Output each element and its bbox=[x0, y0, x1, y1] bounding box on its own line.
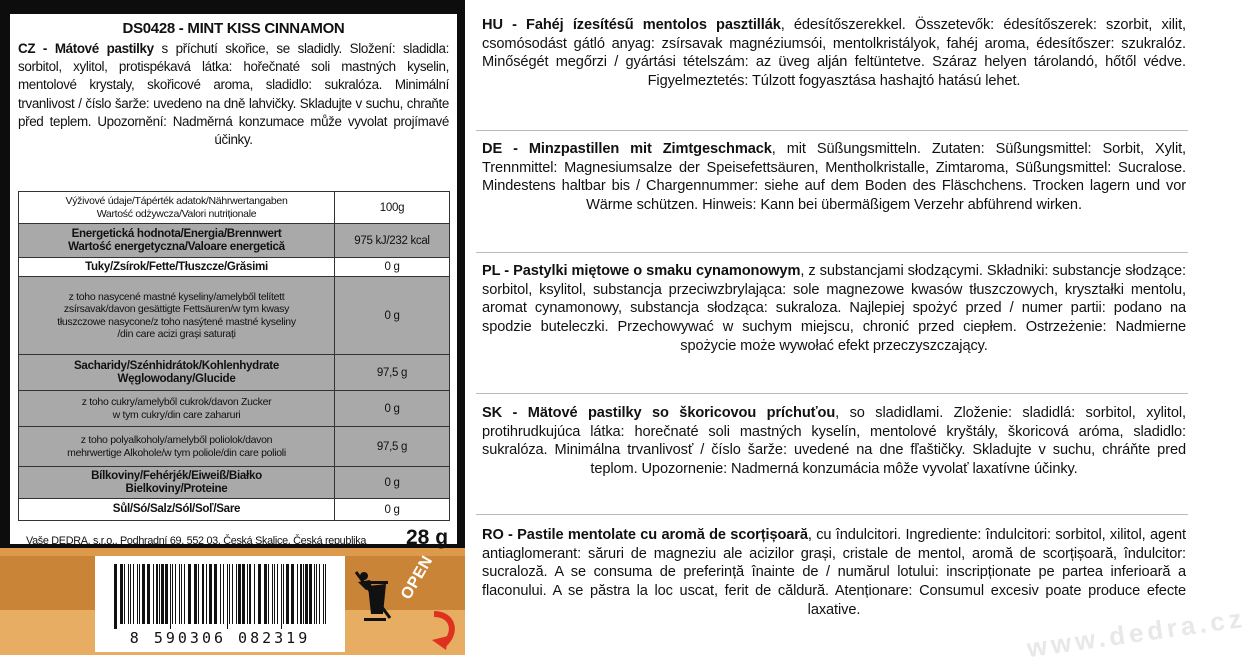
de-text: , mit Süßungsmitteln. Zutaten: Süßungsmittel: Sorbit, Xylit, Trennmittel: Magnesiumsalze der Speisefettsäuren, Mentholkristalle, Zimtaroma, Süßungsmittel: Sucralose. Mindestens haltbar bis / Chargennummer: siehe auf dem Boden des Fläschchens. Trocken lagern und vor Wärme schützen. Hinweis: Kann bei übermäßigem Verzehr abführend wirken. bbox=[482, 141, 1187, 214]
nutrition-label: Sacharidy/Szénhidrátok/Kohlenhydrate Węglowodany/Glucide bbox=[19, 355, 335, 391]
nutrition-label: Energetická hodnota/Energia/Brennwert Wartość energetyczna/Valoare energetică bbox=[19, 224, 335, 258]
nutrition-label: z toho polyalkoholy/amelyből poliolok/davon mehrwertige Alkohole/w tym poliole/din care polioli bbox=[19, 427, 335, 467]
sk-text: , so sladidlami. Zloženie: sladidlá: sorbitol, xylitol, protihrudkujúca látka: horečnaté soli mastných kyselín, mentolové kryštály, škoricová aróma, sladidlo: sukralóza. Minimálna trvanlivosť / číslo šarže: uvedené na dne fľaštičky. Skladujte v suchu, chráňte pred teplom. Upozornenie: Nadmerná konzumácia môže vyvolať laxatívne účinky. bbox=[482, 405, 1186, 478]
nutrition-row bbox=[19, 224, 450, 258]
product-label-right bbox=[466, 0, 1248, 664]
ro-text: , cu îndulcitori. Ingrediente: îndulcitori: sorbitol, xilitol, agent antiaglomerant: săruri de magneziu ale acizilor grași, cristale de mentol, aromă de scorțișoară, îndulcitor: sucraloză. A se consuma de preferință înainte de / numărul lotului: inscripționate pe partea inferioară a flaconului. A se păstra la loc uscat, ferit de căldură. Atenționare: Consumul excesiv poate produce efecte laxative. bbox=[482, 527, 1186, 618]
de-description bbox=[482, 140, 1186, 215]
nutrition-value: 0 g bbox=[335, 467, 450, 499]
nutrition-label: Sůl/Só/Salz/Sól/Soľ/Sare bbox=[19, 499, 335, 521]
ean-number: 8 590306 082319 bbox=[129, 629, 311, 647]
cz-text: s příchutí skořice, se sladidly. Složení: sladidla: sorbitol, xylitol, protispékavá látka: hořečnaté soli mastných kyselin, mentolové krystaly, skořicové aroma, sladidlo: sukralóza. Minimální trvanlivost / číslo šarže: uvedeno na dně lahvičky. Skladujte v suchu, chraňte před teplem. Upozornění: Nadměrná konzumace může vyvolat projímavé účinky. bbox=[18, 41, 449, 148]
manufacturer-address: Vaše DEDRA, s.r.o., Podhradní 69, 552 03, Česká Skalice, Česká republika bbox=[26, 535, 367, 547]
nutrition-row bbox=[19, 192, 450, 224]
nutrition-label: Výživové údaje/Tápérték adatok/Nährwertangaben Wartość odżywcza/Valori nutriționale bbox=[19, 192, 335, 224]
nutrition-value: 0 g bbox=[335, 277, 450, 355]
open-label: OPEN bbox=[398, 552, 437, 603]
ro-heading: RO - Pastile mentolate cu aromă de scorțișoară bbox=[482, 527, 808, 543]
barcode-box bbox=[95, 556, 345, 652]
trash-bin-icon bbox=[352, 568, 392, 623]
de-heading: DE - Minzpastillen mit Zimtgeschmack bbox=[482, 141, 772, 157]
nutrition-label: Tuky/Zsírok/Fette/Tłuszcze/Grăsimi bbox=[19, 258, 335, 277]
nutrition-row bbox=[19, 427, 450, 467]
ro-description bbox=[482, 526, 1186, 620]
cz-heading: CZ - Mátové pastilky bbox=[18, 41, 154, 56]
nutrition-row bbox=[19, 258, 450, 277]
barcode-icon bbox=[112, 564, 330, 629]
open-arrow-icon bbox=[428, 610, 462, 652]
product-label-left bbox=[0, 0, 465, 655]
nutrition-table bbox=[18, 191, 450, 521]
sk-description bbox=[482, 404, 1186, 479]
hu-description bbox=[482, 16, 1186, 91]
divider bbox=[476, 130, 1188, 131]
nutrition-value: 97,5 g bbox=[335, 355, 450, 391]
nutrition-value: 0 g bbox=[335, 391, 450, 427]
pl-heading: PL - Pastylki miętowe o smaku cynamonowym bbox=[482, 263, 801, 279]
label-info-card bbox=[10, 14, 457, 549]
divider bbox=[476, 514, 1188, 515]
pl-text: , z substancjami słodzącymi. Składniki: substancje słodzące: sorbitol, ksylitol, substancja przeciwzbrylająca: sole magnezowe kwasów tłuszczowych, kryształki mentolu, aromat cynamonowy, substancja słodząca: sukraloza. Najlepiej spożyć przed / numer partii: podano na spodzie buteleczki. Przechowywać w suchym miejscu, chronić przed ciepłem. Ostrzeżenie: Nadmierne spożycie może wywołać efekt przeczyszczający. bbox=[482, 263, 1186, 354]
divider bbox=[476, 393, 1188, 394]
nutrition-value: 0 g bbox=[335, 258, 450, 277]
nutrition-label: Bílkoviny/Fehérjék/Eiweiß/Białko Bielkoviny/Proteine bbox=[19, 467, 335, 499]
nutrition-value: 100g bbox=[335, 192, 450, 224]
cz-description bbox=[18, 40, 449, 149]
nutrition-row bbox=[19, 391, 450, 427]
sk-heading: SK - Mätové pastilky so škoricovou príchuťou bbox=[482, 405, 836, 421]
nutrition-row bbox=[19, 355, 450, 391]
nutrition-value: 97,5 g bbox=[335, 427, 450, 467]
watermark: www.dedra.cz bbox=[1024, 602, 1248, 664]
nutrition-row bbox=[19, 277, 450, 355]
nutrition-row bbox=[19, 467, 450, 499]
nutrition-row bbox=[19, 499, 450, 521]
divider bbox=[476, 252, 1188, 253]
net-weight: 28 g bbox=[406, 526, 449, 549]
product-title: DS0428 - MINT KISS CINNAMON bbox=[122, 20, 345, 37]
hu-heading: HU - Fahéj ízesítésű mentolos pasztillák bbox=[482, 17, 781, 33]
nutrition-value: 975 kJ/232 kcal bbox=[335, 224, 450, 258]
nutrition-label: z toho cukry/amelyből cukrok/davon Zucker w tym cukry/din care zaharuri bbox=[19, 391, 335, 427]
pl-description bbox=[482, 262, 1186, 356]
nutrition-value: 0 g bbox=[335, 499, 450, 521]
hu-text: , édesítőszerekkel. Összetevők: édesítőszerek: szorbit, xilit, csomósodást gátló anyag: zsírsavak magnéziumsói, mentolkristályok, fahéj aroma, édesítőszer: szukralóz. Minőségét megőrzi / gyártási tételszám: az üveg alján feltüntetve. Száraz helyen tárolandó, hőtől védve. Figyelmeztetés: Túlzott fogyasztása hashajtó hatású lehet. bbox=[482, 17, 1186, 90]
nutrition-label: z toho nasycené mastné kyseliny/amelyből telített zsírsavak/davon gesättigte Fettsäuren/w tym kwasy tłuszczowe nasycone/z toho nasýtené mastné kyseliny /din care acizi grași saturați bbox=[19, 277, 335, 355]
